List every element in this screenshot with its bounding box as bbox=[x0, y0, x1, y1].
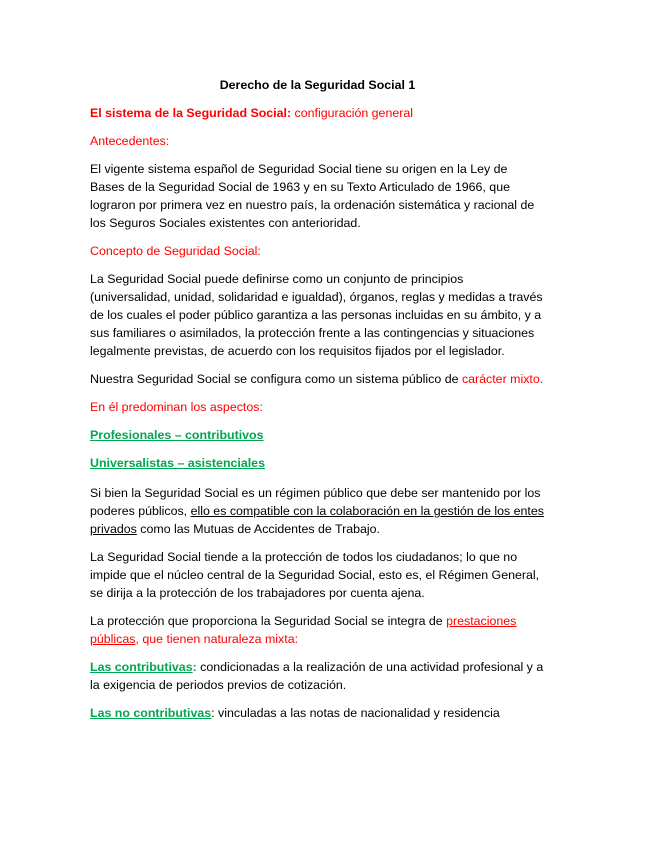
contributivas-colon: : bbox=[192, 660, 197, 674]
concepto-paragraph: La Seguridad Social puede definirse como un conjunto de principios (universalidad, unidad, solidaridad e igualdad), órganos, reglas y medidas a través de los cuales el poder público garantiza a las personas incluidas en su ámbito, y a sus familiares o asimilados, la protección frente a las contingencias y situaciones legalmente previstas, de acuerdo con los requisitos fijados por el legislador. bbox=[90, 272, 543, 358]
no-contributivas-text: : vinculadas a las notas de nacionalidad y residencia bbox=[211, 706, 500, 720]
document-content bbox=[90, 76, 545, 722]
contributivas-label: Las contributivas bbox=[90, 660, 193, 674]
antecedentes-paragraph: El vigente sistema español de Seguridad Social tiene su origen en la Ley de Bases de la Seguridad Social de 1963 y en su Texto Articulado de 1966, que lograron por primera vez en nuestro país, la ordenación sistemática y racional de los Seguros Sociales existentes con anterioridad. bbox=[90, 162, 535, 230]
proteccion-paragraph bbox=[90, 612, 545, 648]
profesionales-heading: Profesionales – contributivos bbox=[90, 428, 264, 442]
section-title-bold: El sistema de la Seguridad Social: bbox=[90, 106, 292, 120]
no-contributivas-paragraph bbox=[90, 704, 545, 722]
no-contributivas-label: Las no contributivas bbox=[90, 706, 212, 720]
regimen-paragraph bbox=[90, 484, 545, 538]
configura-red-text: carácter mixto. bbox=[461, 372, 544, 386]
proteccion-text-start: La protección que proporciona la Seguridad Social se integra de bbox=[90, 614, 447, 628]
configura-text: Nuestra Seguridad Social se configura como un sistema público de bbox=[90, 372, 462, 386]
proteccion-text-end: , que tienen naturaleza mixta: bbox=[135, 632, 299, 646]
concepto-heading: Concepto de Seguridad Social: bbox=[90, 244, 261, 258]
regimen-text-end: como las Mutuas de Accidentes de Trabajo. bbox=[136, 522, 380, 536]
tiende-paragraph: La Seguridad Social tiende a la protección de todos los ciudadanos; lo que no impide que el núcleo central de la Seguridad Social, esto es, el Régimen General, se dirija a la protección de los trabajadores por cuenta ajena. bbox=[90, 550, 540, 600]
configura-paragraph bbox=[90, 370, 545, 388]
antecedentes-heading: Antecedentes: bbox=[90, 134, 170, 148]
universalistas-heading: Universalistas – asistenciales bbox=[90, 456, 265, 470]
regimen-underlined-text: ello es compatible con la colaboración en la gestión de los entes privados bbox=[90, 504, 544, 536]
contributivas-text: condicionadas a la realización de una actividad profesional y a la exigencia de periodos previos de cotización. bbox=[90, 660, 544, 692]
contributivas-paragraph bbox=[90, 658, 545, 694]
prestaciones-publicas-link: prestaciones públicas bbox=[90, 614, 517, 646]
predominan-text: En él predominan los aspectos: bbox=[90, 400, 263, 414]
document-title: Derecho de la Seguridad Social 1 bbox=[219, 78, 416, 92]
regimen-text-start: Si bien la Seguridad Social es un régimen público que debe ser mantenido por los poderes públicos, bbox=[90, 486, 541, 518]
section-title bbox=[90, 104, 545, 122]
section-title-rest: configuración general bbox=[291, 106, 414, 120]
